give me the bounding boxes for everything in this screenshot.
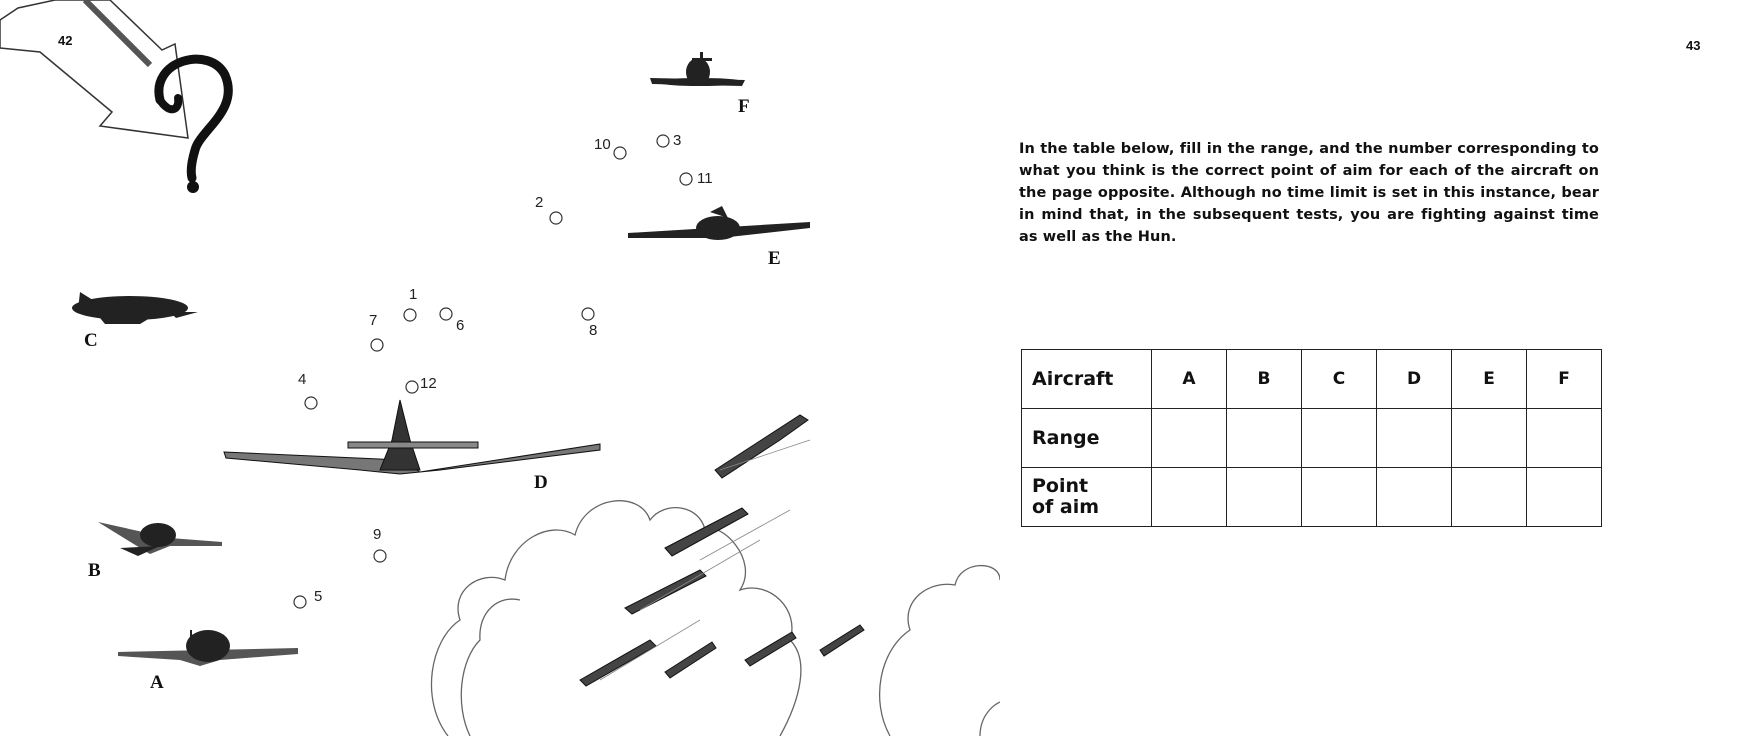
aim-point-7: 7 [369, 312, 378, 329]
column-header-a: A [1152, 350, 1227, 409]
aim-cell-a[interactable] [1152, 468, 1227, 527]
aircraft-e-silhouette [628, 206, 810, 240]
aim-cell-c[interactable] [1302, 468, 1377, 527]
aim-point-8: 8 [589, 322, 598, 339]
aim-point-1: 1 [409, 286, 418, 303]
aircraft-label-b: B [88, 560, 101, 581]
column-header-e: E [1452, 350, 1527, 409]
aim-point-2: 2 [535, 194, 544, 211]
range-cell-f[interactable] [1527, 409, 1602, 468]
aim-cell-e[interactable] [1452, 468, 1527, 527]
aim-cell-f[interactable] [1527, 468, 1602, 527]
cloud-outlines [431, 501, 1000, 736]
page-number-right: 43 [1686, 38, 1701, 53]
column-header-b: B [1227, 350, 1302, 409]
aim-cell-d[interactable] [1377, 468, 1452, 527]
column-header-f: F [1527, 350, 1602, 409]
table-row-range [1022, 409, 1602, 468]
range-cell-e[interactable] [1452, 409, 1527, 468]
table-header-row [1022, 350, 1602, 409]
aircraft-label-c: C [84, 330, 98, 351]
aim-point-3: 3 [673, 132, 682, 149]
range-cell-d[interactable] [1377, 409, 1452, 468]
range-cell-a[interactable] [1152, 409, 1227, 468]
speed-lines [600, 440, 1000, 680]
aim-point-4: 4 [298, 371, 307, 388]
aim-point-circles [294, 135, 692, 608]
column-header-d: D [1377, 350, 1452, 409]
aircraft-f-silhouette [650, 52, 745, 86]
aircraft-label-a: A [150, 672, 164, 693]
aircraft-b-silhouette [98, 522, 222, 556]
table-header-aircraft: Aircraft [1022, 350, 1152, 409]
aircraft-label-f: F [738, 96, 750, 117]
aircraft-label-e: E [768, 248, 781, 269]
instructions-paragraph: In the table below, fill in the range, and the number corresponding to what you think is the correct point of aim for each of the aircraft on the page opposite. Although no time limit is set in this instance, bear in mind that, in the subsequent tests, you are fighting against time as well as the Hun. [1019, 141, 1599, 245]
attacking-planes-group [580, 415, 1000, 686]
aim-point-12: 12 [420, 375, 437, 392]
aim-point-6: 6 [456, 317, 465, 334]
row-label-point: Point [1032, 475, 1089, 497]
table-row-point-of-aim [1022, 468, 1602, 527]
column-header-c: C [1302, 350, 1377, 409]
aim-cell-b[interactable] [1227, 468, 1302, 527]
page-number-left: 42 [58, 33, 73, 48]
aim-point-9: 9 [373, 526, 382, 543]
aim-point-10: 10 [594, 136, 611, 153]
aircraft-label-d: D [534, 472, 548, 493]
answer-table [1021, 349, 1602, 527]
range-cell-c[interactable] [1302, 409, 1377, 468]
aim-point-5: 5 [314, 588, 323, 605]
range-cell-b[interactable] [1227, 409, 1302, 468]
aircraft-d-silhouette [224, 400, 600, 474]
aim-point-11: 11 [697, 170, 713, 187]
aircraft-c-silhouette [72, 292, 198, 324]
aircraft-a-silhouette [118, 630, 298, 666]
arrow-graphic [0, 0, 188, 138]
row-label-range: Range [1022, 409, 1152, 468]
row-label-point-of-aim [1022, 468, 1152, 527]
row-label-of-aim: of aim [1032, 496, 1100, 518]
